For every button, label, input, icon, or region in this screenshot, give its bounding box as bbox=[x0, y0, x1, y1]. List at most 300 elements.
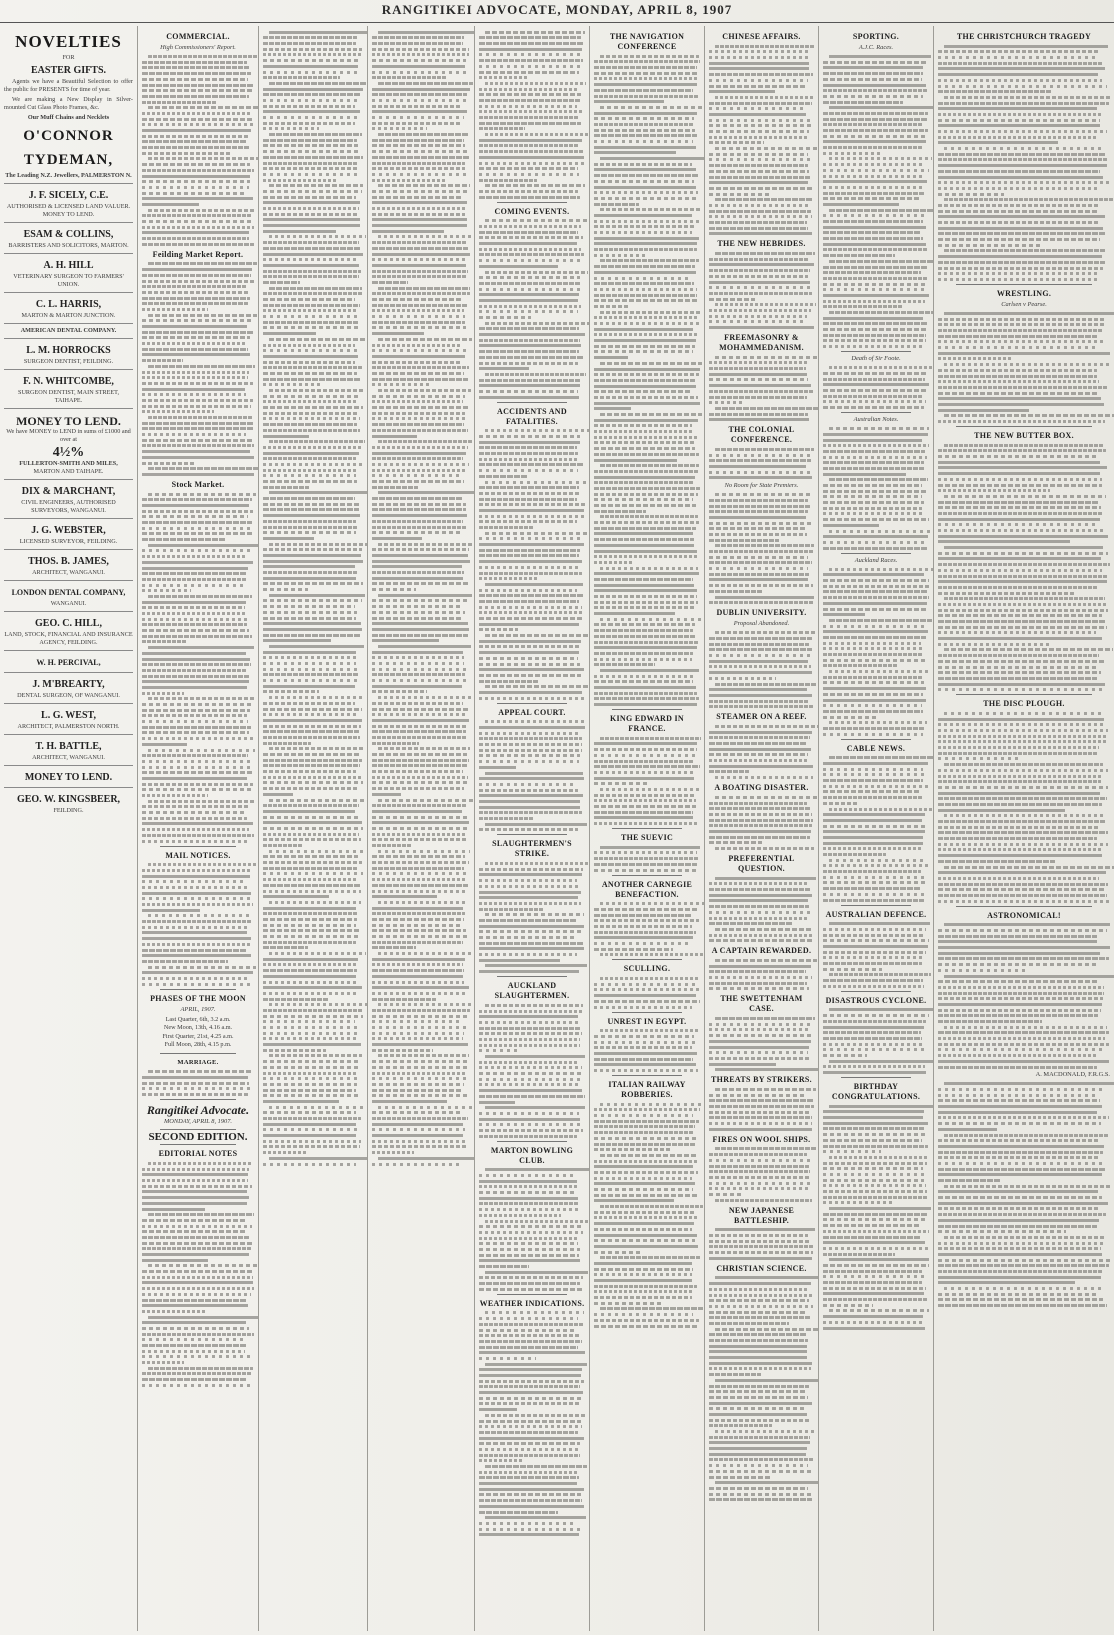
text-line bbox=[594, 83, 697, 86]
text-line bbox=[372, 531, 463, 534]
text-line bbox=[709, 550, 813, 553]
text-line bbox=[823, 1110, 924, 1113]
text-line bbox=[594, 742, 697, 745]
text-line bbox=[594, 521, 699, 524]
text-line bbox=[372, 895, 437, 898]
text-line bbox=[142, 943, 251, 946]
text-line bbox=[263, 469, 358, 472]
text-line bbox=[479, 760, 579, 763]
text-line bbox=[269, 338, 365, 341]
text-line bbox=[142, 663, 251, 666]
text-line bbox=[938, 357, 1011, 360]
text-line bbox=[372, 599, 469, 602]
text-line bbox=[709, 1040, 811, 1043]
text-line bbox=[479, 1015, 578, 1018]
text-line bbox=[938, 455, 1099, 458]
text-line bbox=[479, 458, 578, 461]
text-line bbox=[594, 822, 699, 825]
text-line bbox=[378, 82, 473, 85]
text-line bbox=[709, 643, 809, 646]
text-line bbox=[709, 79, 808, 82]
text-line bbox=[823, 1201, 893, 1204]
text-line bbox=[938, 1230, 1066, 1233]
text-line bbox=[938, 826, 1099, 829]
text-line bbox=[823, 1196, 928, 1199]
text-line bbox=[372, 372, 464, 375]
text-line bbox=[485, 1465, 587, 1468]
text-line bbox=[263, 679, 358, 682]
text-line bbox=[709, 1487, 808, 1490]
text-line bbox=[263, 213, 358, 216]
text-line bbox=[372, 946, 416, 949]
text-line bbox=[479, 726, 585, 729]
text-line bbox=[709, 107, 807, 110]
text-line bbox=[594, 271, 696, 274]
text-line bbox=[594, 1239, 695, 1242]
text-line bbox=[715, 725, 818, 728]
text-line bbox=[372, 582, 470, 585]
text-line bbox=[479, 766, 516, 769]
section-heading: APPEAL COURT. bbox=[498, 707, 566, 717]
text-line bbox=[485, 429, 590, 432]
text-line bbox=[709, 1299, 809, 1302]
text-line bbox=[709, 153, 808, 156]
text-line bbox=[372, 190, 469, 193]
text-line bbox=[372, 719, 469, 722]
text-line bbox=[823, 1304, 873, 1307]
text-line bbox=[823, 518, 929, 521]
text-line bbox=[263, 110, 360, 113]
text-line bbox=[479, 1265, 529, 1268]
text-line bbox=[479, 1066, 582, 1069]
text-line bbox=[263, 480, 357, 483]
ad-hill2: GEO. C. HILL, bbox=[35, 617, 102, 629]
text-line bbox=[142, 875, 250, 878]
text-line bbox=[372, 406, 470, 409]
text-line bbox=[938, 769, 1108, 772]
ad-dix: DIX & MARCHANT, bbox=[21, 485, 116, 497]
text-line bbox=[823, 1162, 927, 1165]
text-line bbox=[709, 67, 809, 70]
text-line bbox=[479, 190, 578, 193]
text-line bbox=[938, 1139, 1098, 1142]
text-line bbox=[142, 743, 187, 746]
text-line bbox=[938, 535, 1108, 538]
text-line bbox=[479, 116, 578, 119]
divider bbox=[497, 976, 567, 977]
text-line bbox=[142, 709, 250, 712]
text-line bbox=[709, 660, 808, 663]
text-line bbox=[715, 1199, 812, 1202]
text-line bbox=[823, 484, 922, 487]
text-line bbox=[823, 501, 924, 504]
text-line bbox=[594, 1177, 692, 1180]
text-line bbox=[372, 560, 470, 563]
text-line bbox=[823, 444, 929, 447]
text-line bbox=[715, 631, 816, 634]
section-heading: SPORTING. bbox=[852, 32, 900, 41]
text-line bbox=[372, 736, 467, 739]
text-line bbox=[142, 680, 249, 683]
text-line bbox=[372, 1049, 433, 1052]
text-line bbox=[263, 139, 357, 142]
text-line bbox=[372, 315, 465, 318]
text-line bbox=[263, 986, 362, 989]
text-line bbox=[479, 680, 538, 683]
text-line bbox=[944, 1026, 1107, 1029]
text-line bbox=[479, 549, 580, 552]
text-line bbox=[938, 193, 1004, 196]
text-line bbox=[938, 1066, 1097, 1069]
text-line bbox=[142, 1281, 253, 1284]
text-line bbox=[263, 446, 361, 449]
text-line bbox=[594, 612, 675, 615]
text-line bbox=[372, 639, 439, 642]
text-line bbox=[479, 276, 580, 279]
ad-block bbox=[4, 518, 133, 546]
text-line bbox=[263, 969, 357, 972]
text-line bbox=[479, 1112, 579, 1115]
text-line bbox=[823, 681, 924, 684]
text-line bbox=[938, 420, 1105, 423]
text-line bbox=[372, 571, 464, 574]
text-line bbox=[709, 1116, 812, 1119]
text-line bbox=[372, 781, 470, 784]
text-line bbox=[378, 1003, 474, 1006]
text-line bbox=[479, 475, 528, 478]
text-line bbox=[938, 1202, 1108, 1205]
section-heading: THE NEW BUTTER BOX. bbox=[974, 431, 1074, 441]
text-line bbox=[142, 629, 249, 632]
text-line bbox=[263, 668, 358, 671]
ad-jewellers: The Leading N.Z. Jewellers, PALMERSTON N. bbox=[5, 171, 132, 179]
text-line bbox=[823, 328, 926, 331]
text-line bbox=[263, 918, 357, 921]
text-line bbox=[715, 776, 813, 779]
text-line bbox=[938, 1196, 1102, 1199]
text-line bbox=[263, 321, 358, 324]
text-line bbox=[938, 843, 1108, 846]
text-line bbox=[600, 311, 700, 314]
text-line bbox=[594, 419, 698, 422]
text-line bbox=[823, 372, 926, 375]
section-heading: CHINESE AFFAIRS. bbox=[722, 32, 801, 41]
text-line bbox=[709, 275, 808, 278]
text-line bbox=[372, 787, 464, 790]
text-line bbox=[594, 595, 697, 598]
section-heading: BIRTHDAY CONGRATULATIONS. bbox=[831, 1082, 921, 1101]
text-line bbox=[479, 732, 580, 735]
text-line bbox=[709, 193, 769, 196]
text-line bbox=[823, 1247, 929, 1250]
text-line bbox=[263, 207, 359, 210]
text-line bbox=[594, 658, 692, 661]
text-line bbox=[263, 435, 309, 438]
text-line bbox=[263, 298, 355, 301]
text-line bbox=[823, 613, 865, 616]
ad-money-sub: We have MONEY to LEND in sums of £1000 and over at bbox=[6, 427, 131, 443]
text-line bbox=[142, 1179, 248, 1182]
moon-phase-row: Last Quarter, 6th, 3.2 a.m. bbox=[165, 1016, 231, 1024]
text-line bbox=[600, 737, 701, 740]
text-line bbox=[594, 1251, 641, 1254]
text-line bbox=[479, 806, 580, 809]
text-line bbox=[938, 466, 1107, 469]
text-line bbox=[485, 373, 586, 376]
section-heading: STEAMER ON A REEF. bbox=[716, 712, 807, 722]
text-line bbox=[372, 526, 466, 529]
text-line bbox=[938, 1094, 1099, 1097]
text-line bbox=[263, 503, 359, 506]
text-line bbox=[479, 1208, 581, 1211]
text-line bbox=[372, 88, 470, 91]
text-line bbox=[372, 890, 468, 893]
text-line bbox=[479, 737, 582, 740]
text-line bbox=[372, 230, 444, 233]
text-line bbox=[142, 1361, 184, 1364]
text-line bbox=[823, 1298, 928, 1301]
text-line bbox=[263, 634, 361, 637]
text-line bbox=[372, 270, 468, 273]
body-text bbox=[479, 429, 585, 699]
text-line bbox=[142, 433, 246, 436]
text-line bbox=[479, 1095, 585, 1098]
column-advertisements bbox=[0, 26, 138, 1631]
text-line bbox=[479, 105, 577, 108]
text-line bbox=[594, 140, 693, 143]
text-line bbox=[142, 504, 249, 507]
text-line bbox=[709, 665, 811, 668]
text-line bbox=[938, 1088, 1104, 1091]
text-line bbox=[372, 742, 419, 745]
text-line bbox=[263, 292, 363, 295]
text-line bbox=[709, 934, 813, 937]
text-line bbox=[479, 242, 577, 245]
text-line bbox=[829, 670, 930, 673]
text-line bbox=[479, 344, 581, 347]
text-line bbox=[938, 980, 1098, 983]
text-line bbox=[142, 319, 253, 322]
text-line bbox=[938, 1179, 1001, 1182]
text-line bbox=[715, 683, 816, 686]
text-line bbox=[263, 861, 362, 864]
text-line bbox=[709, 1176, 810, 1179]
text-line bbox=[938, 723, 1105, 726]
text-line bbox=[594, 663, 655, 666]
ad-hill: A. H. HILL bbox=[43, 259, 94, 271]
text-line bbox=[944, 45, 1108, 48]
text-line bbox=[263, 1083, 357, 1086]
text-line bbox=[479, 572, 582, 575]
text-line bbox=[709, 510, 808, 513]
text-line bbox=[142, 66, 249, 69]
text-line bbox=[142, 197, 253, 200]
text-line bbox=[263, 975, 356, 978]
text-line bbox=[142, 1076, 248, 1079]
text-line bbox=[709, 326, 814, 329]
text-line bbox=[938, 130, 1107, 133]
text-line bbox=[829, 1207, 931, 1210]
text-line bbox=[600, 902, 705, 905]
text-line bbox=[709, 1288, 809, 1291]
text-line bbox=[938, 352, 1110, 355]
body-text bbox=[709, 631, 814, 708]
text-line bbox=[372, 554, 468, 557]
ad-hill2-sub: LAND, STOCK, FINANCIAL AND INSURANCE AGENCY, FEILDING. bbox=[4, 630, 133, 646]
divider bbox=[612, 1012, 682, 1013]
text-line bbox=[829, 478, 928, 481]
text-line bbox=[479, 1380, 584, 1383]
text-line bbox=[594, 851, 697, 854]
text-line bbox=[372, 759, 469, 762]
text-line bbox=[600, 846, 700, 849]
text-line bbox=[938, 1128, 997, 1131]
text-line bbox=[709, 1165, 809, 1168]
text-line bbox=[823, 773, 925, 776]
ad-tydeman: TYDEMAN, bbox=[23, 151, 114, 168]
text-line bbox=[372, 326, 466, 329]
text-line bbox=[142, 302, 248, 305]
text-line bbox=[479, 1174, 577, 1177]
text-line bbox=[142, 1270, 253, 1273]
text-line bbox=[594, 1211, 696, 1214]
text-line bbox=[142, 146, 249, 149]
text-line bbox=[263, 708, 362, 711]
section-heading: THE CHRISTCHURCH TRAGEDY bbox=[956, 32, 1092, 41]
text-line bbox=[600, 1029, 699, 1032]
body-text bbox=[823, 366, 929, 409]
text-line bbox=[263, 725, 361, 728]
text-line bbox=[709, 1153, 807, 1156]
text-line bbox=[479, 800, 580, 803]
text-line bbox=[479, 498, 577, 501]
text-line bbox=[594, 1285, 697, 1288]
text-line bbox=[269, 850, 363, 853]
text-line bbox=[709, 1493, 812, 1496]
section-heading: CHRISTIAN SCIENCE. bbox=[716, 1263, 807, 1273]
text-line bbox=[142, 376, 248, 379]
text-line bbox=[938, 90, 1052, 93]
section-heading: DUBLIN UNIVERSITY. bbox=[716, 608, 807, 618]
section-subheading: Proposal Abandoned. bbox=[733, 620, 790, 628]
text-line bbox=[829, 311, 933, 314]
text-line bbox=[372, 685, 462, 688]
text-line bbox=[594, 623, 695, 626]
body-text bbox=[479, 720, 585, 831]
text-line bbox=[479, 88, 577, 91]
text-line bbox=[944, 363, 1111, 366]
text-line bbox=[148, 1316, 259, 1319]
text-line bbox=[600, 106, 702, 109]
text-line bbox=[142, 623, 247, 626]
text-line bbox=[709, 705, 813, 708]
text-line bbox=[372, 304, 467, 307]
text-line bbox=[829, 922, 930, 925]
text-line bbox=[479, 617, 582, 620]
section-heading: AUCKLAND SLAUGHTERMEN. bbox=[494, 981, 570, 1001]
text-line bbox=[142, 675, 249, 678]
text-line bbox=[263, 59, 359, 62]
text-line bbox=[263, 776, 361, 779]
text-line bbox=[938, 136, 1098, 139]
text-line bbox=[944, 198, 1113, 201]
text-line bbox=[372, 281, 408, 284]
text-line bbox=[263, 1117, 361, 1120]
text-line bbox=[938, 1168, 1105, 1171]
text-line bbox=[823, 248, 928, 251]
issue-date: MONDAY, APRIL 8, 1907. bbox=[163, 1117, 233, 1125]
text-line bbox=[709, 1464, 808, 1467]
text-line bbox=[142, 880, 246, 883]
text-line bbox=[594, 95, 698, 98]
text-line bbox=[372, 1100, 447, 1103]
text-line bbox=[148, 863, 257, 866]
divider bbox=[160, 1144, 236, 1145]
text-line bbox=[709, 807, 811, 810]
text-line bbox=[263, 230, 336, 233]
text-line bbox=[479, 509, 584, 512]
text-line bbox=[142, 274, 251, 277]
text-line bbox=[594, 470, 698, 473]
text-line bbox=[372, 139, 464, 142]
text-line bbox=[823, 1241, 925, 1244]
text-line bbox=[479, 1357, 536, 1360]
text-line bbox=[372, 981, 464, 984]
text-line bbox=[823, 322, 928, 325]
text-line bbox=[372, 201, 467, 204]
text-line bbox=[148, 262, 257, 265]
text-line bbox=[142, 123, 253, 126]
text-line bbox=[823, 507, 922, 510]
text-line bbox=[142, 840, 250, 843]
ad-text: Our Muff Chains and Necklets bbox=[27, 113, 110, 121]
text-line bbox=[823, 590, 927, 593]
text-line bbox=[594, 1035, 694, 1038]
text-line bbox=[823, 779, 923, 782]
text-line bbox=[142, 794, 208, 797]
text-line bbox=[594, 589, 697, 592]
text-line bbox=[263, 423, 357, 426]
text-line bbox=[715, 356, 818, 359]
text-line bbox=[142, 561, 253, 564]
text-line bbox=[479, 1511, 558, 1514]
text-line bbox=[142, 1173, 248, 1176]
text-line bbox=[148, 106, 259, 109]
text-line bbox=[594, 407, 631, 410]
text-line bbox=[479, 1476, 579, 1479]
text-line bbox=[709, 899, 808, 902]
text-line bbox=[938, 746, 1099, 749]
text-line bbox=[709, 210, 811, 213]
text-line bbox=[485, 82, 586, 85]
text-line bbox=[142, 439, 253, 442]
text-line bbox=[823, 214, 924, 217]
text-line bbox=[709, 221, 807, 224]
text-line bbox=[823, 585, 929, 588]
text-line bbox=[938, 1122, 1101, 1125]
text-line bbox=[269, 1054, 362, 1057]
text-line bbox=[142, 180, 250, 183]
ad-west-sub: ARCHITECT, PALMERSTON NORTH. bbox=[17, 722, 120, 730]
text-line bbox=[479, 515, 584, 518]
text-line bbox=[715, 1228, 815, 1231]
section-heading: THE DISC PLOUGH. bbox=[983, 699, 1065, 709]
text-line bbox=[372, 1009, 470, 1012]
text-line bbox=[263, 88, 363, 91]
text-line bbox=[142, 897, 253, 900]
ad-battle-sub: ARCHITECT, WANGANUI. bbox=[32, 753, 105, 761]
text-line bbox=[479, 48, 582, 51]
